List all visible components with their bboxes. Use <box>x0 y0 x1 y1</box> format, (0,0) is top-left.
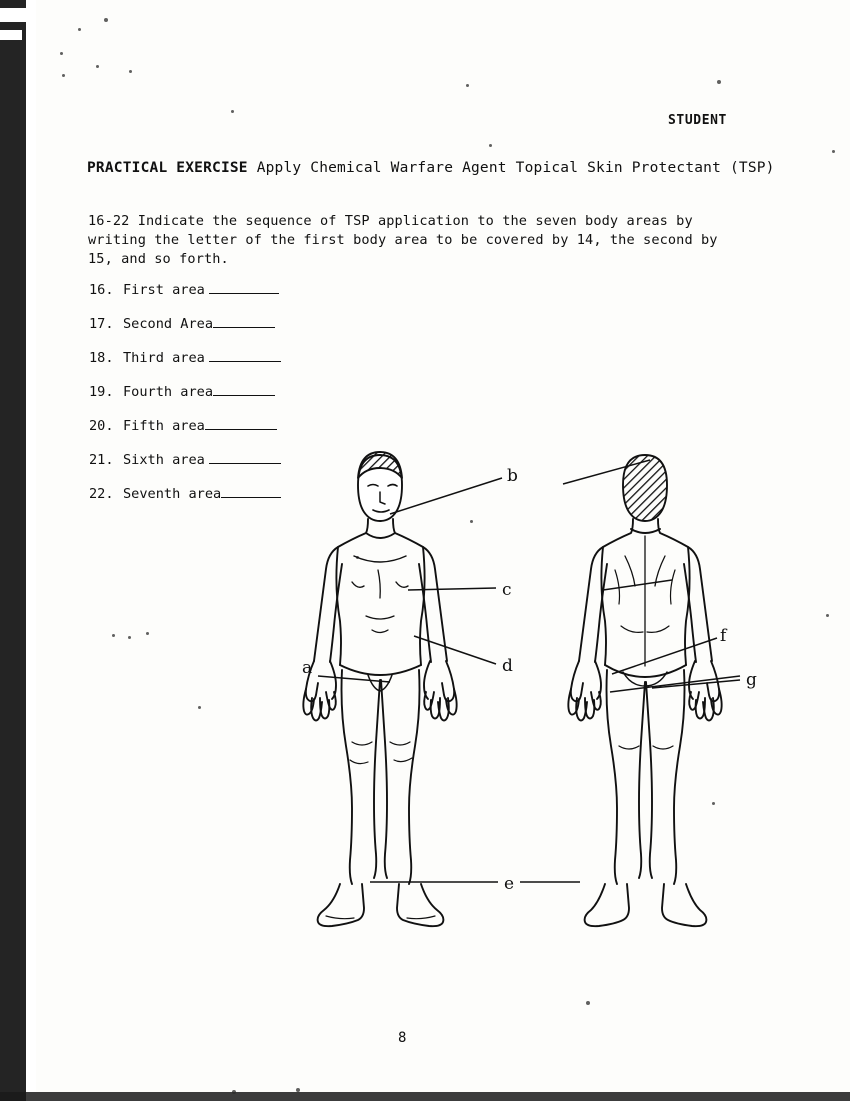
page-number: 8 <box>398 1030 407 1046</box>
question-label: Fourth area <box>123 384 214 400</box>
question-number: 17. <box>89 316 114 332</box>
scan-speck <box>146 632 149 635</box>
scan-speck <box>231 110 234 113</box>
body-diagram-figure <box>280 430 810 970</box>
question-label: Sixth area <box>123 452 205 468</box>
question-row <box>89 348 389 382</box>
scan-notch-artifact-2 <box>0 30 22 40</box>
front-body-figure <box>303 452 456 926</box>
answer-blank[interactable] <box>221 484 281 498</box>
scan-edge-artifact-inner <box>26 0 36 1101</box>
scan-speck <box>129 70 132 73</box>
scan-speck <box>60 52 63 55</box>
page-title-prefix: PRACTICAL EXERCISE <box>87 160 248 176</box>
back-body-figure <box>568 455 721 926</box>
scan-speck <box>232 1090 236 1094</box>
callout-letter-g: g <box>746 670 757 690</box>
question-label: First area <box>123 282 205 298</box>
question-number: 16. <box>89 282 114 298</box>
instructions-text: 16-22 Indicate the sequence of TSP application to the seven body areas by writing the letter of the first body area to be covered by 14, the second by 15, and so forth. <box>88 213 718 267</box>
answer-blank[interactable] <box>209 280 279 294</box>
scan-speck <box>717 80 721 84</box>
scan-speck <box>78 28 81 31</box>
scan-speck <box>826 614 829 617</box>
callout-letter-c: c <box>502 580 512 600</box>
answer-blank[interactable] <box>209 450 281 464</box>
answer-blank[interactable] <box>205 416 277 430</box>
callout-letter-b: b <box>507 466 518 486</box>
question-label: Seventh area <box>123 486 222 502</box>
callout-letter-a: a <box>302 658 313 678</box>
answer-blank[interactable] <box>213 314 275 328</box>
question-number: 20. <box>89 418 114 434</box>
question-label: Third area <box>123 350 205 366</box>
page-title-rest: Apply Chemical Warfare Agent Topical Skin Protectant (TSP) <box>256 160 775 176</box>
scan-edge-artifact <box>0 0 26 1101</box>
callout-leader-lines <box>318 460 740 882</box>
question-number: 21. <box>89 452 114 468</box>
question-label: Fifth area <box>123 418 205 434</box>
page-title <box>87 160 775 176</box>
callout-letter-f: f <box>720 626 727 646</box>
question-number: 22. <box>89 486 114 502</box>
question-number: 18. <box>89 350 114 366</box>
scan-speck <box>128 636 131 639</box>
question-row <box>89 314 389 348</box>
question-label: Second Area <box>123 316 214 332</box>
question-row <box>89 382 389 416</box>
scan-speck <box>112 634 115 637</box>
scan-speck <box>489 144 492 147</box>
scan-speck <box>466 84 469 87</box>
scan-speck <box>832 150 835 153</box>
student-header-label: STUDENT <box>668 113 727 128</box>
answer-blank[interactable] <box>209 348 281 362</box>
callout-letter-e: e <box>504 874 515 894</box>
question-row <box>89 280 389 314</box>
body-diagram-svg <box>280 430 810 970</box>
scan-speck <box>96 65 99 68</box>
scan-speck <box>198 706 201 709</box>
scan-speck <box>586 1001 590 1005</box>
callout-letter-d: d <box>502 656 513 676</box>
question-number: 19. <box>89 384 114 400</box>
scan-notch-artifact <box>0 8 30 22</box>
scan-bottom-artifact <box>0 1092 850 1101</box>
scan-speck <box>104 18 108 22</box>
answer-blank[interactable] <box>213 382 275 396</box>
scan-speck <box>296 1088 300 1092</box>
scan-speck <box>62 74 65 77</box>
